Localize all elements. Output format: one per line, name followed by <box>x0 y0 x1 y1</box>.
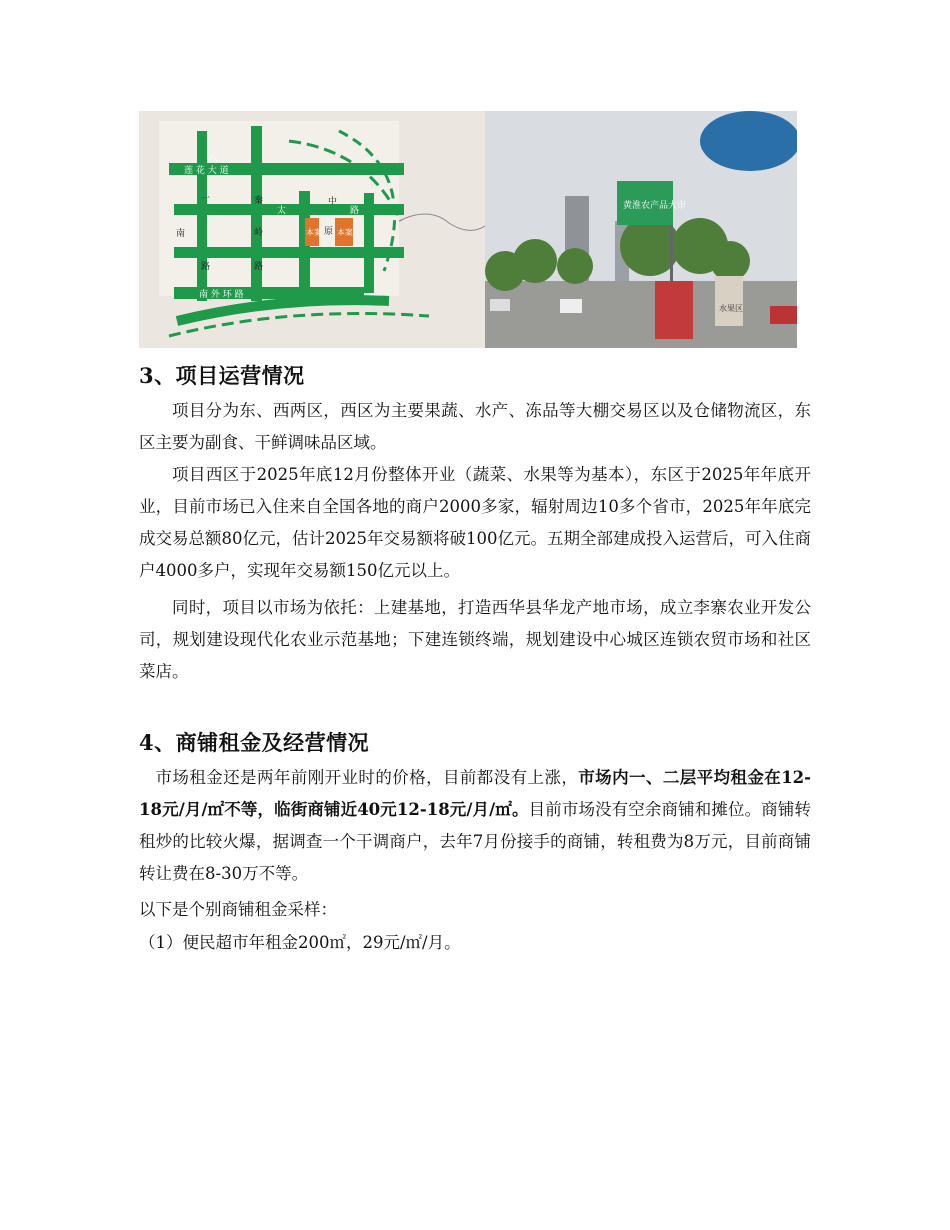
section4-paragraph-1 <box>139 762 811 890</box>
map-label-lu: 路 <box>201 262 211 272</box>
photo-stone-text: 水果区 <box>719 304 743 313</box>
section3-paragraph-3: 同时，项目以市场为依托：上建基地，打造西华县华龙产地市场，成立李寨农业开发公司，规划建设现代化农业示范基地；下建连锁终端，规划建设中心城区连锁农贸市场和社区菜店。 <box>139 598 811 681</box>
map-label-nanwai: 南 外 环 路 <box>199 290 244 300</box>
map-label-lianhua: 莲 花 大 道 <box>184 166 229 176</box>
map-label-yi: 一 <box>201 194 211 204</box>
map-label-lu3: 路 <box>350 206 360 216</box>
map-label-lu2: 路 <box>254 262 264 272</box>
map-label-nan: 南 <box>176 229 186 239</box>
map-label-ba: 八 <box>209 154 219 164</box>
rent-price-highlight: 市场内一、二层平均租金在12-18元/月/㎡不等，临街商铺近40元12-18元/月/㎡。 <box>139 768 812 819</box>
map-label-qin: 秦 <box>254 196 264 206</box>
map-label-project-b: 本案 <box>337 228 353 237</box>
image-row <box>139 111 797 348</box>
map-label-project-a: 本案 <box>306 228 322 237</box>
section4-heading: 4、商铺租金及经营情况 <box>139 730 370 755</box>
market-entrance-photo <box>485 111 797 348</box>
section3-heading: 3、项目运营情况 <box>139 363 305 388</box>
map-label-zhong: 中 <box>328 197 338 207</box>
section3-paragraph-1: 项目分为东、西两区，西区为主要果蔬、水产、冻品等大棚交易区以及仓储物流区，东区主要为副食、干鲜调味品区域。 <box>139 401 811 452</box>
rent-tail-text: 目前市场没有空余商铺和摊位。商铺转租炒的比较火爆，据调查一个干调商户，去年7月份接手的商铺，转租费为8万元，目前商铺转让费在8-30万不等。 <box>139 800 812 883</box>
location-map-image <box>139 111 485 348</box>
map-label-tai: 太 <box>277 206 287 216</box>
rent-lead-text: 市场租金还是两年前刚开业时的价格，目前都没有上涨， <box>155 768 579 787</box>
section4-paragraph-2: 以下是个别商铺租金采样： <box>139 900 337 919</box>
section3-paragraph-2: 项目西区于2025年底12月份整体开业（蔬菜、水果等为基本），东区于2025年年底开业，目前市场已入住来自全国各地的商户2000多家，辐射周边10多个省市，2025年年底完成交易总额80亿元，估计2025年交易额将破100亿元。五期全部建成投入运营后，可入住商户4000多户，实现年交易额150亿元以上。 <box>139 465 811 580</box>
map-label-ling: 岭 <box>254 228 264 238</box>
map-label-yuan: 原 <box>324 227 334 237</box>
section4-sample-1: （1）便民超市年租金200㎡，29元/㎡/月。 <box>139 933 461 952</box>
photo-sign-text: 黄淮农产品大市 <box>623 201 687 211</box>
